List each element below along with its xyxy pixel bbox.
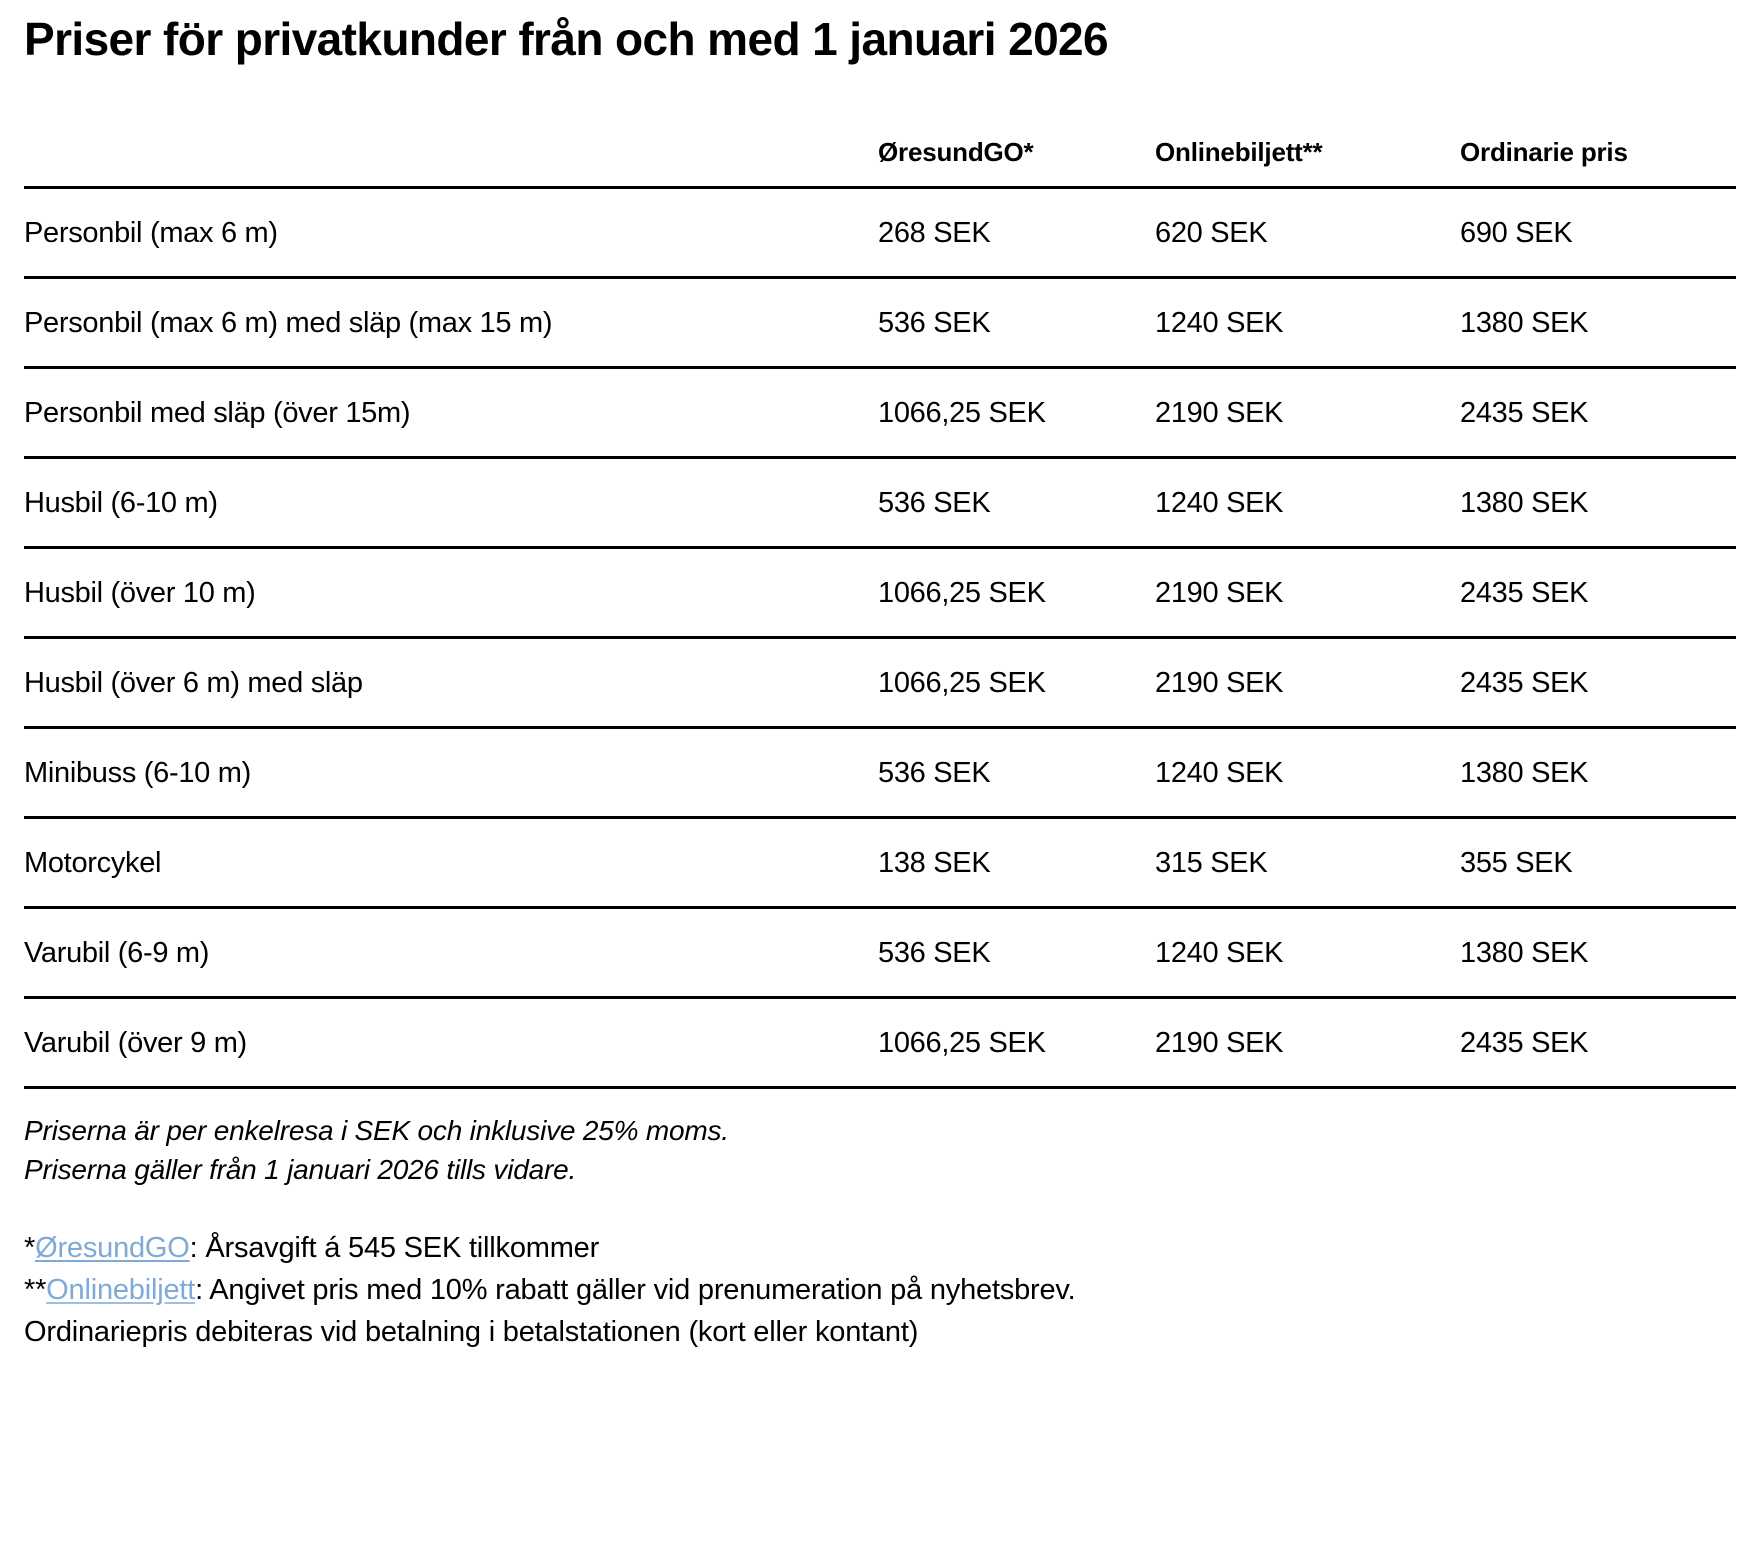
cell-online-price: 315 SEK <box>1155 846 1268 879</box>
footnotes <box>24 1228 1736 1353</box>
cell-ordinarie-price: 2435 SEK <box>1460 666 1589 699</box>
cell-vehicle-label: Personbil med släp (över 15m) <box>24 396 411 429</box>
price-table <box>24 137 1736 1089</box>
cell-vehicle-label: Minibuss (6-10 m) <box>24 756 251 789</box>
cell-ordinarie-price: 1380 SEK <box>1460 936 1589 969</box>
footnote-oresundgo <box>24 1228 1736 1270</box>
cell-ordinarie-price: 1380 SEK <box>1460 486 1589 519</box>
cell-vehicle-label: Motorcykel <box>24 846 162 879</box>
note-line-vat: Priserna är per enkelresa i SEK och inklusive 25% moms. <box>24 1114 729 1146</box>
cell-oresundgo-price: 1066,25 SEK <box>878 576 1046 609</box>
cell-online-price: 2190 SEK <box>1155 1026 1284 1059</box>
cell-ordinarie-price: 2435 SEK <box>1460 1026 1589 1059</box>
table-row <box>24 727 1736 817</box>
cell-vehicle-label: Varubil (över 9 m) <box>24 1026 247 1059</box>
cell-vehicle-label: Varubil (6-9 m) <box>24 936 210 969</box>
footnote-oresundgo-text: : Årsavgift á 545 SEK tillkommer <box>189 1232 600 1265</box>
cell-oresundgo-price: 138 SEK <box>878 846 991 879</box>
cell-online-price: 2190 SEK <box>1155 396 1284 429</box>
table-row <box>24 547 1736 637</box>
cell-oresundgo-price: 536 SEK <box>878 936 991 969</box>
cell-oresundgo-price: 536 SEK <box>878 756 991 789</box>
cell-vehicle-label: Personbil (max 6 m) med släp (max 15 m) <box>24 306 553 339</box>
cell-vehicle-label: Personbil (max 6 m) <box>24 216 278 249</box>
cell-oresundgo-price: 536 SEK <box>878 306 991 339</box>
footnote-marker-double: ** <box>24 1273 47 1306</box>
cell-oresundgo-price: 268 SEK <box>878 216 991 249</box>
cell-oresundgo-price: 1066,25 SEK <box>878 1026 1046 1059</box>
table-row <box>24 187 1736 277</box>
cell-ordinarie-price: 1380 SEK <box>1460 756 1589 789</box>
table-header-row <box>24 137 1736 188</box>
note-line-validity: Priserna gäller från 1 januari 2026 tills vidare. <box>24 1154 577 1186</box>
table-row <box>24 817 1736 907</box>
cell-online-price: 1240 SEK <box>1155 936 1284 969</box>
cell-vehicle-label: Husbil (6-10 m) <box>24 486 218 519</box>
cell-vehicle-label: Husbil (över 10 m) <box>24 576 256 609</box>
table-row <box>24 997 1736 1087</box>
footnote-onlinebiljett-text: : Angivet pris med 10% rabatt gäller vid prenumeration på nyhetsbrev. <box>195 1273 1076 1306</box>
table-header <box>24 137 1736 188</box>
table-body <box>24 187 1736 1087</box>
column-header-oresundgo: ØresundGO* <box>878 136 1034 167</box>
cell-ordinarie-price: 1380 SEK <box>1460 306 1589 339</box>
table-row <box>24 907 1736 997</box>
column-header-onlinebiljett: Onlinebiljett** <box>1155 136 1323 167</box>
table-row <box>24 277 1736 367</box>
cell-online-price: 2190 SEK <box>1155 666 1284 699</box>
page-title: Priser för privatkunder från och med 1 januari 2026 <box>24 13 1109 65</box>
cell-online-price: 1240 SEK <box>1155 306 1284 339</box>
table-row <box>24 457 1736 547</box>
cell-online-price: 1240 SEK <box>1155 486 1284 519</box>
footnote-onlinebiljett <box>24 1270 1736 1312</box>
cell-ordinarie-price: 355 SEK <box>1460 846 1573 879</box>
cell-oresundgo-price: 1066,25 SEK <box>878 666 1046 699</box>
footnote-marker-single: * <box>24 1232 36 1265</box>
column-header-ordinarie-pris: Ordinarie pris <box>1460 136 1628 167</box>
table-row <box>24 637 1736 727</box>
cell-online-price: 620 SEK <box>1155 216 1268 249</box>
cell-vehicle-label: Husbil (över 6 m) med släp <box>24 666 363 699</box>
onlinebiljett-link[interactable]: Onlinebiljett <box>46 1273 196 1306</box>
cell-oresundgo-price: 1066,25 SEK <box>878 396 1046 429</box>
cell-ordinarie-price: 2435 SEK <box>1460 576 1589 609</box>
column-header-vehicle <box>24 137 878 188</box>
oresundgo-link[interactable]: ØresundGO <box>35 1232 190 1265</box>
cell-oresundgo-price: 536 SEK <box>878 486 991 519</box>
cell-online-price: 1240 SEK <box>1155 756 1284 789</box>
footnote-ordinariepris: Ordinariepris debiteras vid betalning i betalstationen (kort eller kontant) <box>24 1315 919 1348</box>
table-row <box>24 367 1736 457</box>
cell-ordinarie-price: 2435 SEK <box>1460 396 1589 429</box>
cell-online-price: 2190 SEK <box>1155 576 1284 609</box>
cell-ordinarie-price: 690 SEK <box>1460 216 1573 249</box>
price-notes <box>24 1111 1736 1191</box>
